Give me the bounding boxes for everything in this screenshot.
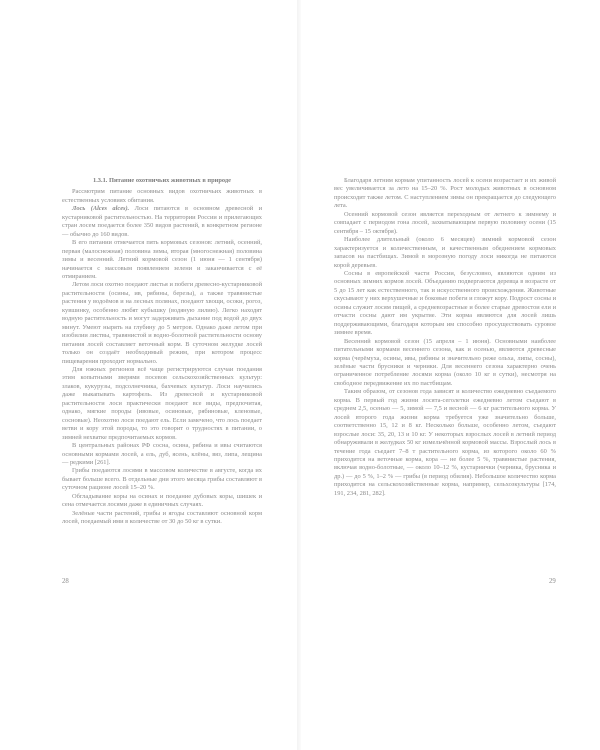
paragraph-intro: Рассмотрим питание основных видов охотничьих животных в естественных условиях обитания.: [62, 188, 262, 204]
paragraph-spring: Весенний кормовой сезон (15 апреля – 1 июня). Основными наиболее питательными кормами весеннего сезона, как и осенью, являются древесные корма (черёмуха, осины, ивы, рябины и значительно реже ольха, липы, сосны), зелёные части брусники и черники. Для весеннего сезона характерно очень ограниченное потребление лосями корма (около 10 кг в сутки), несмотря на свободное передвижение их по пастбищам.: [334, 337, 556, 387]
moose-lead-term: Лось: [72, 205, 86, 213]
moose-text: Лоси питаются в основном древесной и кустарниковой растительностью. На территории России и прилегающих стран лосем поедается более 350 видов растений, в конкретном регионе — обычно до 160 видов.: [62, 205, 262, 238]
left-page-number: 28: [62, 578, 69, 585]
paragraph-pines: Сосны в европейской части России, безусловно, являются одним из основных зимних кормов лосей. Объеданию подвергаются деревца в возрасте от 5 до 15 лет как естественного, так и искусственного происхождения. Животные скусывают у них верхушечные и боковые побеги и гложут кору. Подрост сосны и осины служит лосям пищей, а средневозрастные и более старые древостои ели и отчасти сосны дают им укрытие. Эти корма являются для лосей лишь поддерживающими, благодаря которым им способно просуществовать суровое зимнее время.: [334, 269, 556, 337]
page-gutter: [297, 0, 301, 750]
paragraph-bark: Обгладывание коры на осинах и поедание дубовых коры, шишек и сена отмечается лосями даже в единичных случаях.: [62, 492, 262, 509]
right-page: [334, 177, 556, 498]
paragraph-autumn: Благодаря летним кормам упитанность лосей к осени возрастает и их живой вес увеличивается за лето на 15–20 %. Рост молодых животных в основном происходит также летом. С наступлением зимы он прекращается до следующего лета.: [334, 177, 556, 210]
paragraph-seasons: В его питании отмечается пять кормовых сезонов: летний, осенний, первая (малоснежная) половина зимы, вторая (многоснежная) половина зимы и весенний. Летний кормовой сезон (1 июня — 1 сентября) начинается с массовым появлением зелени и заканчивается с её отмиранием.: [62, 239, 262, 280]
paragraph-autumn-season: Осенний кормовой сезон является переходным от летнего к зимнему и совпадает с периодом гона лосей, захватывающим первую половину осени (15 сентября – 15 октября).: [334, 210, 556, 235]
paragraph-intake: Таким образом, от сезонов года зависят и количество ежедневно съедаемого корма. В первый год жизни лосята-сеголетки ежедневно летом съедают в среднем 2,5, осенью — 5, зимой — 7,5 и весной — 6 кг растительного корма. У лосей второго года жизни корма требуется уже значительно больше, соответственно 15, 12 и 8 кг. Несколько больше, особенно летом, съедают взрослые лоси: 35, 20, 13 и 10 кг. У некоторых взрослых лосей в летний период обнаруживали в желудках 50 кг измельчённой кормовой массы. Взрослый лось в течение года съедает 7–8 т растительного корма, из которого около 60 % приходится на веточные корма, кора — не более 5 %, травянистые растения, включая водно-болотные, — около 10–12 %, кустарнички (черника, брусника и др.) — до 5 %, 1–2 % — грибы (в период обилия). Небольшое количество корма приходится на сельскохозяйственные корма, например, сельхозкультуры [174, 191, 234, 281, 282].: [334, 388, 556, 497]
paragraph-mushrooms: Грибы поедаются лосями в массовом количестве в августе, когда их бывает больше всего. В отдельные дни этого месяца грибы составляют в суточном рационе лосей 15–20 %.: [62, 467, 262, 492]
paragraph-summer: Летом лоси охотно поедают листья и побеги древесно-кустарниковой растительности (осины, ив, рябины, березы), а также травянистые растения у водоёмов и на лесных полянах, поедают хвощи, осоки, рогоз, кувшинку, особенно любят кубышку (водяную лилию). Легко находят водную растительность и могут задерживать дыхание под водой до двух минут. Умеют нырять на глубину до 5 метров. Однако даже летом при изобилии листвы, травянистой и водно-болотной растительности основу питания лосей составляет веточный корм. В суточном желудке лосей только он создаёт необходимый режим, при котором процесс пищеварения проходит нормально.: [62, 281, 262, 365]
paragraph-green: Зелёные части растений, грибы и ягоды составляют основной корм лосей, поедаемый ими в количестве от 30 до 50 кг в сутки.: [62, 509, 262, 526]
paragraph-central: В центральных районах РФ сосна, осина, рябина и ивы считаются основными кормами лосей, а ель, дуб, ясень, клёны, вяз, липа, лещина — редкими [261].: [62, 442, 262, 466]
section-heading: 1.3.1. Питание охотничьих животных в природе: [93, 177, 231, 184]
left-page: [62, 177, 262, 527]
moose-latin-name: (Alces alces).: [90, 205, 130, 213]
right-page-number: 29: [549, 578, 556, 585]
paragraph-winter: Наиболее длительный (около 6 месяцев) зимний кормовой сезон характеризуется и количественным, и качественным обеднением кормовых запасов на пастбищах. Зимой в морозную погоду лоси никогда не питаются корой деревьев.: [334, 236, 556, 269]
paragraph-moose: [62, 205, 262, 239]
paragraph-south: Для южных регионов всё чаще регистрируются случаи поедания этим копытными зверями посевов сельскохозяйственных культур: злаков, кукурузы, подсолнечника, бахчевых культур. Лоси научились даже выкапывать картофель. Из древесной и кустарниковой растительности лоси практически поедают все виды, предпочитая, однако, мягкие породы (ивовые, осиновые, рябиновые, кленовые, сосновые). Неохотно лоси поедают ель. Если замечено, что лось поедает ветви и кору этой породы, то это говорит о трудностях в питании, о зимней нехватке предпочитаемых кормов.: [62, 365, 262, 441]
